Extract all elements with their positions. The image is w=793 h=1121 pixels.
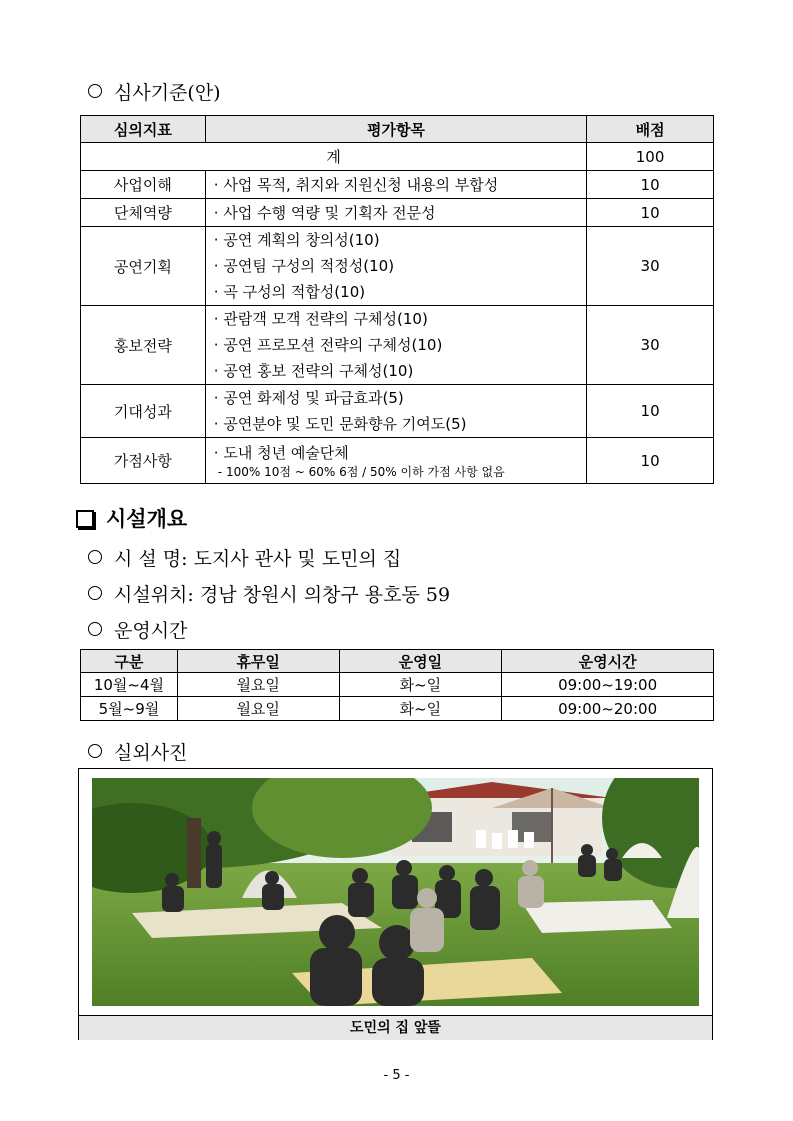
table-row: [81, 673, 714, 697]
criteria-item: · 사업 수행 역량 및 기획자 전문성: [213, 203, 436, 222]
criteria-item: · 공연 화제성 및 파급효과(5): [213, 389, 404, 407]
header-score: 배점: [587, 116, 714, 143]
criteria-item: · 도내 청년 예술단체: [213, 443, 349, 462]
photo-heading: 실외사진: [88, 738, 187, 765]
hours-header-row: [81, 650, 714, 673]
category-cell: 기대성과: [81, 385, 206, 438]
square-bullet-icon: [76, 510, 94, 528]
category-cell: 홍보전략: [81, 306, 206, 385]
items-cell: [205, 227, 586, 306]
circle-bullet-icon: [88, 744, 102, 758]
criteria-item: · 공연 홍보 전략의 구체성(10): [213, 362, 414, 380]
criteria-table: [80, 115, 714, 484]
items-cell: [205, 199, 586, 227]
items-cell: [205, 438, 586, 484]
header-closed: 휴무일: [177, 650, 339, 673]
open-days-cell: 화~일: [339, 697, 502, 721]
circle-bullet-icon: [88, 622, 102, 636]
criteria-item: · 공연팀 구성의 적정성(10): [213, 257, 395, 275]
category-cell: 단체역량: [81, 199, 206, 227]
criteria-item: · 공연분야 및 도민 문화향유 기여도(5): [213, 415, 467, 433]
hours-table: [80, 649, 714, 721]
category-cell: 공연기획: [81, 227, 206, 306]
closed-cell: 월요일: [177, 673, 339, 697]
criteria-item: · 공연 계획의 창의성(10): [213, 231, 380, 249]
total-score: 100: [587, 143, 714, 171]
table-row: [81, 438, 714, 484]
score-cell: 10: [587, 385, 714, 438]
items-cell: [205, 306, 586, 385]
period-cell: 5월~9월: [81, 697, 178, 721]
table-row: [81, 199, 714, 227]
hours-heading: 운영시간: [88, 616, 187, 643]
photo-caption: 도민의 집 앞뜰: [79, 1015, 712, 1040]
closed-cell: 월요일: [177, 697, 339, 721]
open-days-cell: 화~일: [339, 673, 502, 697]
hours-cell: 09:00~20:00: [502, 697, 714, 721]
circle-bullet-icon: [88, 84, 102, 98]
bonus-note: - 100% 10점 ~ 60% 6점 / 50% 이하 가점 사항 없음: [217, 464, 505, 479]
score-cell: 10: [587, 438, 714, 484]
table-row: [81, 385, 714, 438]
garden-photo-illustration: [92, 778, 699, 1006]
header-items: 평가항목: [205, 116, 586, 143]
items-cell: [205, 171, 586, 199]
score-cell: 30: [587, 306, 714, 385]
facility-name-line: 시 설 명: 도지사 관사 및 도민의 집: [88, 544, 401, 571]
header-open-days: 운영일: [339, 650, 502, 673]
period-cell: 10월~4월: [81, 673, 178, 697]
score-cell: 10: [587, 171, 714, 199]
header-hours: 운영시간: [502, 650, 714, 673]
page-number: - 5 -: [383, 1068, 410, 1083]
criteria-total-row: [81, 143, 714, 171]
criteria-heading: 심사기준(안): [88, 78, 221, 105]
header-category: 심의지표: [81, 116, 206, 143]
criteria-header-row: [81, 116, 714, 143]
criteria-item: · 곡 구성의 적합성(10): [213, 283, 366, 301]
criteria-item: · 사업 목적, 취지와 지원신청 내용의 부합성: [213, 175, 499, 194]
score-cell: 10: [587, 199, 714, 227]
facility-section-title: 시설개요: [76, 503, 187, 533]
circle-bullet-icon: [88, 550, 102, 564]
facility-location-line: 시설위치: 경남 창원시 의창구 용호동 59: [88, 580, 450, 607]
items-cell: [205, 385, 586, 438]
score-cell: 30: [587, 227, 714, 306]
total-label: 계: [81, 143, 587, 171]
table-row: [81, 171, 714, 199]
criteria-item: · 관람객 모객 전략의 구체성(10): [213, 310, 428, 328]
category-cell: 사업이해: [81, 171, 206, 199]
criteria-item: · 공연 프로모션 전략의 구체성(10): [213, 336, 443, 354]
circle-bullet-icon: [88, 586, 102, 600]
table-row: [81, 227, 714, 306]
category-cell: 가점사항: [81, 438, 206, 484]
header-period: 구분: [81, 650, 178, 673]
table-row: [81, 306, 714, 385]
photo-frame: [78, 768, 713, 1040]
hours-cell: 09:00~19:00: [502, 673, 714, 697]
table-row: [81, 697, 714, 721]
garden-photo: [92, 778, 699, 1006]
